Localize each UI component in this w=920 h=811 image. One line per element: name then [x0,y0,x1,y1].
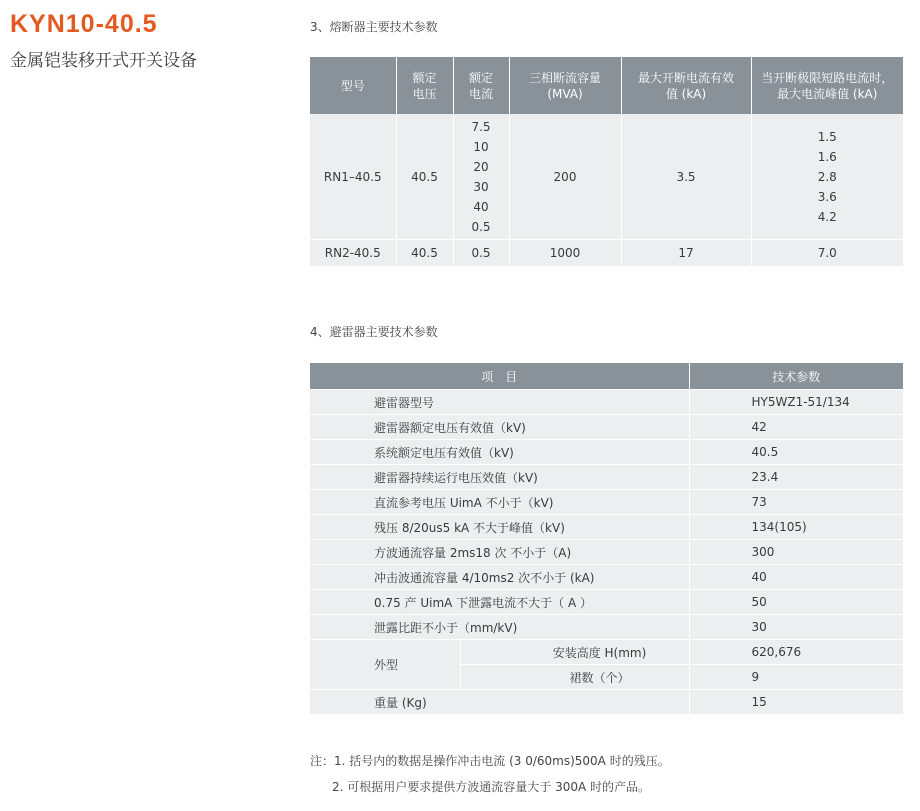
fuse-spec-table [310,57,903,266]
cell-item: 方波通流容量 2ms18 次 不小于（A) [310,540,689,565]
table-row [310,114,903,240]
table-row [310,515,903,540]
cell-value: 40.5 [689,440,903,465]
table-row [310,240,903,267]
cell-item: 残压 8/20us5 kA 不大于峰值（kV) [310,515,689,540]
cell-value: 23.4 [689,465,903,490]
cell-sub-item: 安装高度 H(mm) [460,640,689,665]
note-line-2: 2. 可根据用户要求提供方波通流容量大于 300A 时的产品。 [332,780,651,794]
table-row [310,590,903,615]
cell-item: 避雷器持续运行电压效值（kV) [310,465,689,490]
header-breaking-capacity: 三相断流容量 (MVA) [509,57,621,114]
table-row [310,540,903,565]
cell-currents: 7.5 10 20 30 40 0.5 [453,114,509,240]
table-row [310,440,903,465]
header-max-breaking-current: 最大开断电流有效 值 (kA) [621,57,751,114]
cell-value: HY5WZ1-51/134 [689,390,903,415]
table-header-row [310,57,903,114]
header-peak-current: 当开断极限短路电流时， 最大电流峰值 (kA) [751,57,903,114]
note-line-1: 注：1. 括号内的数据是操作冲击电流 (3 0/60ms)500A 时的残压。 [310,754,670,768]
cell-item: 系统额定电压有效值（kV) [310,440,689,465]
cell-value: 30 [689,615,903,640]
table-row [310,690,903,715]
cell-current: 0.5 [453,240,509,267]
cell-item: 重量 (Kg) [310,690,689,715]
cell-item: 直流参考电压 UimA 不小于（kV) [310,490,689,515]
table-row [310,615,903,640]
header-rated-voltage: 额定 电压 [396,57,453,114]
table-row [310,565,903,590]
table-row [310,415,903,440]
cell-peak: 7.0 [751,240,903,267]
arrester-section-title: 4、避雷器主要技术参数 [310,325,438,339]
cell-value: 9 [689,665,903,690]
table-row [310,640,903,665]
cell-item: 避雷器额定电压有效值（kV) [310,415,689,440]
cell-shape-label: 外型 [310,640,460,690]
cell-value: 620,676 [689,640,903,665]
table-row [310,465,903,490]
header-model: 型号 [310,57,396,114]
table-row [310,490,903,515]
cell-capacity: 200 [509,114,621,240]
header-item: 项 目 [310,363,689,390]
cell-max-break: 17 [621,240,751,267]
table-row [310,390,903,415]
cell-value: 15 [689,690,903,715]
cell-sub-item: 裙数（个） [460,665,689,690]
cell-value: 40 [689,565,903,590]
cell-value: 50 [689,590,903,615]
cell-model: RN2-40.5 [310,240,396,267]
cell-voltage: 40.5 [396,114,453,240]
page-subtitle: 金属铠装移开式开关设备 [10,51,197,71]
cell-item: 避雷器型号 [310,390,689,415]
table-header-row [310,363,903,390]
page-title: KYN10-40.5 [10,10,158,38]
header-param: 技术参数 [689,363,903,390]
cell-value: 300 [689,540,903,565]
cell-item: 泄露比距不小于（mm/kV) [310,615,689,640]
cell-item: 冲击波通流容量 4/10ms2 次不小于 (kA) [310,565,689,590]
cell-value: 73 [689,490,903,515]
cell-value: 42 [689,415,903,440]
fuse-section-title: 3、熔断器主要技术参数 [310,20,438,34]
cell-value: 134(105) [689,515,903,540]
cell-voltage: 40.5 [396,240,453,267]
cell-peaks: 1.5 1.6 2.8 3.6 4.2 [751,114,903,240]
cell-capacity: 1000 [509,240,621,267]
cell-max-break: 3.5 [621,114,751,240]
arrester-spec-table [310,363,903,714]
cell-item: 0.75 产 UimA 下泄露电流不大于（ A ） [310,590,689,615]
cell-model: RN1–40.5 [310,114,396,240]
header-rated-current: 额定 电流 [453,57,509,114]
